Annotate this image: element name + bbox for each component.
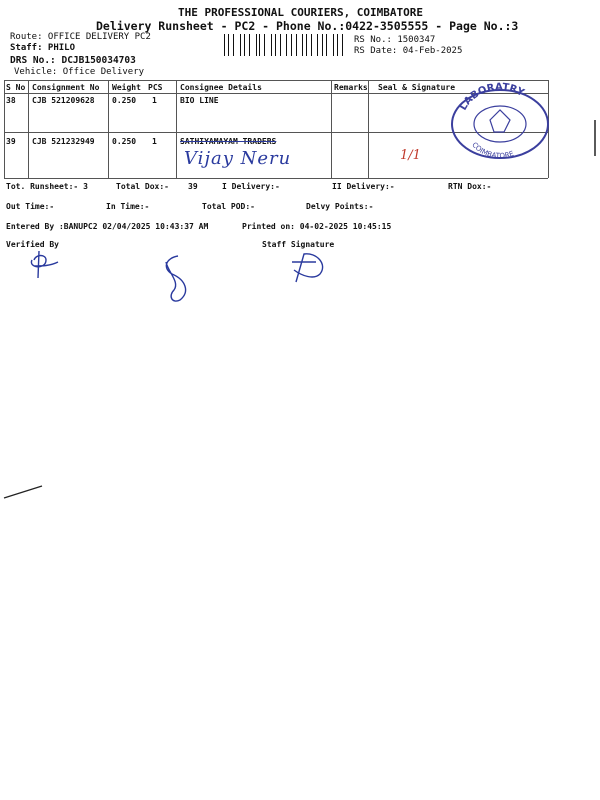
total-dox-label: Total Dox:- <box>116 182 169 191</box>
tot-runsheet: Tot. Runsheet:- 3 <box>6 182 88 191</box>
out-time: Out Time:- <box>6 202 55 211</box>
barcode-bar <box>232 34 233 56</box>
ii-delivery: II Delivery:- <box>332 182 395 191</box>
barcode-bar <box>244 34 245 56</box>
barcode-bar <box>271 34 272 56</box>
table-col-rule <box>176 80 177 178</box>
total-dox-value: 39 <box>188 182 198 191</box>
staff-signature-label: Staff Signature <box>262 240 335 249</box>
table-bottom-rule <box>4 178 548 179</box>
pen-stroke-icon <box>2 484 46 500</box>
barcode-bar <box>286 34 287 56</box>
col-header-seal: Seal & Signature <box>378 83 456 92</box>
barcode-bar <box>251 34 252 56</box>
table-col-rule <box>108 80 109 178</box>
col-header-weight: Weight <box>112 83 141 92</box>
vehicle-text: Vehicle: Office Delivery <box>14 67 145 77</box>
col-header-pcs: PCS <box>148 83 163 92</box>
staff-signature-icon <box>286 250 330 284</box>
table-col-rule <box>368 80 369 178</box>
handwritten-receiver-name: Vijay Neru <box>184 148 292 169</box>
row-sno: 38 <box>6 96 16 105</box>
rs-number: RS No.: 1500347 <box>354 35 436 45</box>
i-delivery: I Delivery:- <box>222 182 280 191</box>
rtn-dox: RTN Dox:- <box>448 182 492 191</box>
runsheet-title: Delivery Runsheet - PC2 - Phone No.:0422-3505555 - Page No.:3 <box>96 19 519 33</box>
col-header-remarks: Remarks <box>334 83 368 92</box>
entered-by: Entered By :BANUPC2 02/04/2025 10:43:37 AM <box>6 222 209 231</box>
verifier-signature-icon <box>24 248 64 280</box>
table-col-rule <box>28 80 29 178</box>
barcode-bar <box>326 34 327 56</box>
barcode-bar <box>267 34 268 56</box>
table-col-rule <box>331 80 332 178</box>
row-weight: 0.250 <box>112 96 137 105</box>
barcode-bar <box>247 34 248 56</box>
row-consignment: CJB 521232949 <box>32 137 95 146</box>
barcode-bar <box>224 34 225 56</box>
rs-date: RS Date: 04-Feb-2025 <box>354 46 463 56</box>
in-time: In Time:- <box>106 202 150 211</box>
col-header-sno: S No <box>6 83 26 92</box>
barcode-bar <box>275 34 276 56</box>
barcode-bar <box>334 34 335 56</box>
row-weight: 0.250 <box>112 137 137 146</box>
barcode-bar <box>259 34 260 56</box>
verified-by-label: Verified By <box>6 240 59 249</box>
company-name: THE PROFESSIONAL COURIERS, COIMBATORE <box>178 6 424 19</box>
row-consignment: CJB 521209628 <box>32 96 95 105</box>
row-pcs: 1 <box>152 96 157 105</box>
col-header-consignment: Consignment No <box>32 83 100 92</box>
barcode-icon <box>224 34 348 56</box>
barcode-bar <box>310 34 311 56</box>
barcode-bar <box>317 34 318 56</box>
total-pod: Total POD:- <box>202 202 255 211</box>
barcode-bar <box>303 34 304 56</box>
col-header-consignee: Consignee Details <box>180 83 262 92</box>
stamp-bottom-text: COIMBATORE <box>470 140 515 160</box>
route-text: Route: OFFICE DELIVERY PC2 <box>10 32 151 42</box>
printed-on: Printed on: 04-02-2025 10:45:15 <box>242 222 392 231</box>
table-col-rule <box>4 80 5 178</box>
handwritten-mark: 1/1 <box>400 148 421 163</box>
staff-text: Staff: PHILO <box>10 43 76 53</box>
delvy-points: Delvy Points:- <box>306 202 374 211</box>
barcode-bar <box>288 34 289 56</box>
row-pcs: 1 <box>152 137 157 146</box>
stamp-top-text: LABORATRY <box>457 81 526 113</box>
barcode-bar <box>340 34 341 56</box>
middle-signature-icon <box>156 252 196 304</box>
seal-stamp-icon <box>444 80 556 160</box>
row-consignee: BIO LINE <box>180 96 219 105</box>
drs-number: DRS No.: DCJB150034703 <box>10 55 136 66</box>
edge-mark-icon <box>592 120 598 156</box>
barcode-bar <box>296 34 297 56</box>
row-consignee: SATHIYAMAYAM TRADERS <box>180 137 277 146</box>
row-sno: 39 <box>6 137 16 146</box>
barcode-bar <box>233 34 234 56</box>
barcode-bar <box>319 34 320 56</box>
